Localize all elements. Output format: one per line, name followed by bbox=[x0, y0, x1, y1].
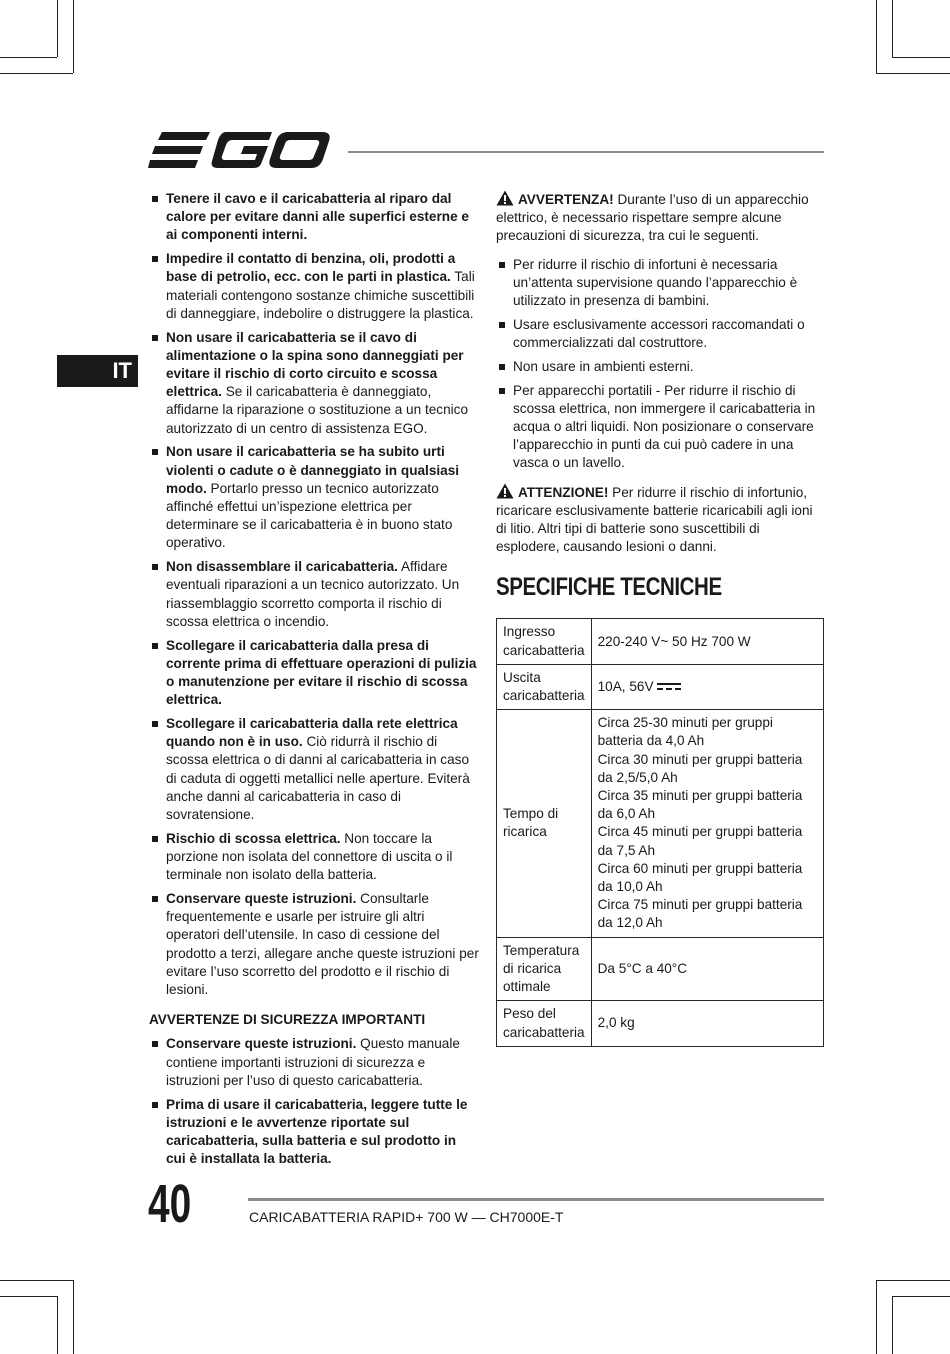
crop-mark bbox=[876, 1280, 877, 1354]
crop-mark bbox=[892, 1296, 893, 1354]
spec-line: Circa 75 minuti per gruppi batteria da 12,0 Ah bbox=[597, 897, 803, 931]
spec-table bbox=[496, 618, 824, 1046]
footer-rule bbox=[248, 1198, 824, 1201]
warning-triangle-icon bbox=[496, 483, 514, 499]
list-item: Per ridurre il rischio di infortuni è necessaria un’attenta supervisione quando l’apparecchio è utilizzato in presenza di bambini. bbox=[496, 256, 826, 311]
item-bold: Conservare queste istruzioni. bbox=[166, 891, 357, 907]
spec-line: Circa 25-30 minuti per gruppi batteria da 4,0 Ah bbox=[597, 715, 773, 749]
spec-line: Circa 45 minuti per gruppi batteria da 7,5 Ah bbox=[597, 824, 803, 858]
spec-line: Circa 35 minuti per gruppi batteria da 6,0 Ah bbox=[597, 788, 803, 822]
item-text: Questo manuale contiene importanti istruzioni di sicurezza e istruzioni per l’uso di questo caricabatteria. bbox=[166, 1036, 460, 1088]
item-text: Portarlo presso un tecnico autorizzato affinché effettui un’ispezione elettrica per determinare se il caricabatteria è in buono stato operativo. bbox=[166, 480, 453, 551]
list-item bbox=[149, 558, 479, 631]
header-rule bbox=[348, 151, 824, 153]
spec-label: Peso del caricabatteria bbox=[497, 1001, 592, 1046]
important-list bbox=[149, 1035, 479, 1168]
crop-mark bbox=[73, 0, 74, 73]
spec-value: 10A, 56V bbox=[597, 678, 654, 694]
spec-label: Tempo di ricarica bbox=[497, 710, 592, 937]
list-item bbox=[149, 890, 479, 999]
crop-mark bbox=[73, 1280, 74, 1354]
spec-value-cell bbox=[591, 664, 823, 709]
item-bold: Rischio di scossa elettrica. bbox=[166, 830, 341, 846]
crop-mark bbox=[892, 57, 950, 58]
section-title: SPECIFICHE TECNICHE bbox=[496, 573, 722, 602]
warning-text: Durante l’uso di un apparecchio elettrico, è necessario rispettare sempre alcune precauzioni di sicurezza, tra cui le seguenti. bbox=[496, 192, 809, 244]
item-bold: Prima di usare il caricabatteria, leggere tutte le istruzioni e le avvertenze riportate sul caricabatteria, sulla batteria e sul prodotto in cui è installata la batteria. bbox=[166, 1096, 468, 1167]
crop-mark bbox=[57, 0, 58, 57]
list-item bbox=[149, 715, 479, 824]
caution-paragraph bbox=[496, 483, 826, 557]
safety-list bbox=[149, 190, 479, 999]
spec-value-cell bbox=[591, 710, 823, 937]
dc-current-icon bbox=[657, 682, 681, 692]
table-row bbox=[497, 1001, 824, 1046]
spec-label: Temperatura di ricarica ottimale bbox=[497, 937, 592, 1001]
item-bold: Impedire il contatto di benzina, oli, prodotti a base di petrolio, ecc. con le parti in plastica. bbox=[166, 251, 456, 285]
page-number: 40 bbox=[148, 1174, 192, 1234]
ego-logo bbox=[148, 128, 332, 172]
spec-label: Ingresso caricabatteria bbox=[497, 619, 592, 664]
item-text: Consultarle frequentemente e usarle per istruire gli altri operatori dell’utensile. In caso di cessione del prodotto a terzi, allegare anche queste istruzioni per evitare l’uso scorretto del prodotto e il rischio di lesioni. bbox=[166, 891, 479, 998]
list-item bbox=[149, 190, 479, 245]
crop-mark bbox=[0, 73, 73, 74]
item-bold: Tenere il cavo e il caricabatteria al riparo dal calore per evitare danni alle superfici esterne e ai componenti interni. bbox=[166, 191, 469, 243]
precautions-list bbox=[496, 256, 826, 473]
spec-line: Circa 30 minuti per gruppi batteria da 2,5/5,0 Ah bbox=[597, 751, 803, 785]
crop-mark bbox=[0, 57, 57, 58]
item-text: Affidare eventuali riparazioni a un tecnico autorizzato. Un riassemblaggio scorretto comporta il rischio di scossa elettrica o incendio. bbox=[166, 559, 460, 629]
spec-value: 220-240 V~ 50 Hz 700 W bbox=[591, 619, 823, 664]
list-item bbox=[149, 250, 479, 323]
crop-mark bbox=[57, 1296, 58, 1354]
item-bold: Non disassemblare il caricabatteria. bbox=[166, 559, 398, 575]
list-item: Non usare in ambienti esterni. bbox=[496, 358, 826, 376]
warning-label: AVVERTENZA! bbox=[518, 192, 614, 207]
table-row bbox=[497, 937, 824, 1001]
item-bold: Conservare queste istruzioni. bbox=[166, 1036, 357, 1052]
list-item bbox=[149, 329, 479, 438]
footer-title: CARICABATTERIA RAPID+ 700 W — CH7000E-T bbox=[249, 1209, 564, 1225]
list-item: Usare esclusivamente accessori raccomandati o commercializzati dal costruttore. bbox=[496, 316, 826, 352]
crop-mark bbox=[0, 1296, 57, 1297]
list-item bbox=[149, 637, 479, 710]
warning-paragraph bbox=[496, 190, 826, 246]
language-tab: IT bbox=[57, 355, 138, 387]
crop-mark bbox=[876, 0, 877, 73]
table-row bbox=[497, 664, 824, 709]
spec-line: Circa 60 minuti per gruppi batteria da 10,0 Ah bbox=[597, 860, 803, 895]
list-item bbox=[149, 443, 479, 552]
spec-label: Uscita caricabatteria bbox=[497, 664, 592, 709]
crop-mark bbox=[876, 73, 950, 74]
left-column bbox=[149, 190, 479, 1174]
crop-mark bbox=[876, 1280, 950, 1281]
item-text: Se il caricabatteria è danneggiato, affidarne la riparazione o sostituzione a un tecnico autorizzato di un centro di assistenza EGO. bbox=[166, 384, 469, 436]
item-text: Ciò ridurrà il rischio di scossa elettrica o di danni al caricabatteria in caso di caduta di oggetti metallici nelle aperture. Eviterà anche danni al caricabatteria in caso di sovratensione. bbox=[166, 734, 470, 823]
warning-triangle-icon bbox=[496, 190, 514, 206]
spec-value: 2,0 kg bbox=[591, 1001, 823, 1046]
list-item: Per apparecchi portatili - Per ridurre il rischio di scossa elettrica, non immergere il caricabatteria in acqua o altri liquidi. Non posizionare o conservare l’apparecchio in punti da cui può cadere in una vasca o un lavello. bbox=[496, 382, 826, 473]
item-bold: Scollegare il caricabatteria dalla presa di corrente prima di effettuare operazioni di pulizia o manutenzione per evitare il rischio di scossa elettrica. bbox=[166, 637, 477, 708]
caution-text: Per ridurre il rischio di infortunio, ricaricare esclusivamente batterie ricaricabili agli ioni di litio. Altri tipi di batterie sono suscettibili di esplodere, causando lesioni o danni. bbox=[496, 484, 813, 555]
table-row bbox=[497, 619, 824, 664]
item-text: Non toccare la porzione non isolata del connettore di uscita o il terminale non isolato della batteria. bbox=[166, 830, 453, 883]
list-item bbox=[149, 830, 479, 885]
crop-mark bbox=[892, 1296, 950, 1297]
spec-value: Da 5°C a 40°C bbox=[591, 937, 823, 1001]
list-item bbox=[149, 1035, 479, 1090]
section-subheading: AVVERTENZE DI SICUREZZA IMPORTANTI bbox=[149, 1012, 426, 1028]
item-text: Tali materiali contengono sostanze chimiche suscettibili di danneggiare, indebolire o distruggere la plastica. bbox=[166, 269, 475, 321]
right-column bbox=[496, 190, 826, 1047]
item-bold: Non usare il caricabatteria se il cavo di alimentazione o la spina sono danneggiati per evitare il rischio di corto circuito e scossa elettrica. bbox=[166, 329, 464, 400]
item-bold: Scollegare il caricabatteria dalla rete elettrica quando non è in uso. bbox=[166, 716, 458, 750]
crop-mark bbox=[0, 1280, 73, 1281]
table-row bbox=[497, 710, 824, 937]
crop-mark bbox=[892, 0, 893, 57]
list-item bbox=[149, 1096, 479, 1169]
caution-label: ATTENZIONE! bbox=[518, 484, 609, 500]
item-bold: Non usare il caricabatteria se ha subito urti violenti o cadute o è danneggiato in qualsiasi modo. bbox=[166, 444, 460, 496]
